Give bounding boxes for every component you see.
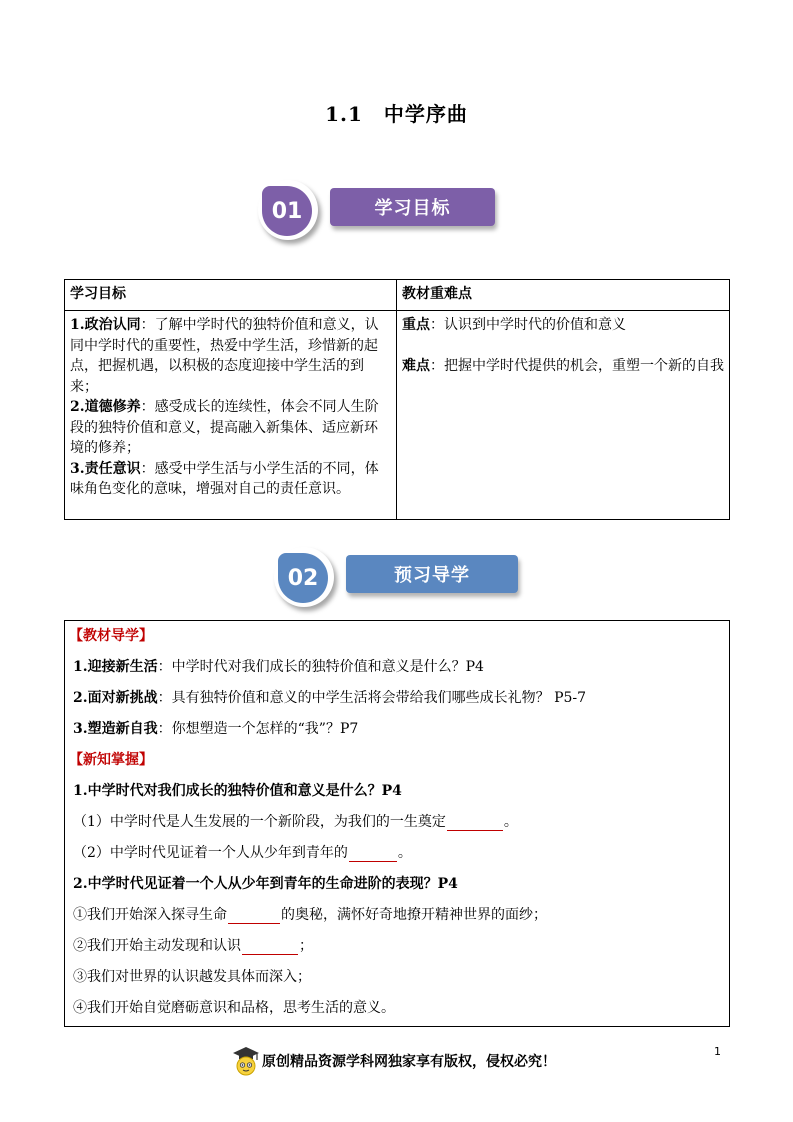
badge-number: 02 bbox=[278, 553, 328, 603]
knowledge-item: ①我们开始深入探寻生命 的奥秘，满怀好奇地撩开精神世界的面纱； bbox=[73, 907, 547, 923]
knowledge-title: 1.中学时代对我们成长的独特价值和意义是什么？P4 bbox=[73, 783, 402, 799]
scholar-mascot-icon bbox=[232, 1045, 260, 1077]
guide-question: 3.塑造新自我：你想塑造一个怎样的“我”？P7 bbox=[73, 721, 359, 737]
guide-question: 1.迎接新生活：中学时代对我们成长的独特价值和意义是什么？P4 bbox=[73, 659, 484, 675]
knowledge-item: ③我们对世界的认识越发具体而深入； bbox=[73, 969, 311, 985]
fill-blank[interactable] bbox=[349, 846, 397, 862]
knowledge-item: ④我们开始自觉磨砺意识和品格，思考生活的意义。 bbox=[73, 1000, 395, 1016]
key-points-cell bbox=[397, 311, 730, 520]
knowledge-title: 2.中学时代见证着一个人从少年到青年的生命进阶的表现？P4 bbox=[73, 876, 458, 892]
badge-circle bbox=[258, 180, 318, 240]
objective-item: 1.政治认同：了解中学时代的独特价值和意义，认同中学时代的重要性，热爱中学生活，珍惜新的起点，把握机遇，以积极的态度迎接中学生活的到来； bbox=[70, 317, 379, 395]
badge-circle bbox=[274, 547, 334, 607]
badge-label: 预习导学 bbox=[346, 555, 518, 593]
badge-number: 01 bbox=[262, 186, 312, 236]
objectives-cell bbox=[65, 311, 397, 520]
difficult-point: 难点：把握中学时代提供的机会，重塑一个新的自我 bbox=[402, 357, 724, 374]
knowledge-item: （2）中学时代见证着一个人从少年到青年的 。 bbox=[73, 845, 412, 861]
knowledge-heading: 【新知掌握】 bbox=[69, 752, 153, 768]
knowledge-item: （1）中学时代是人生发展的一个新阶段，为我们的一生奠定 。 bbox=[73, 814, 518, 830]
guide-heading: 【教材导学】 bbox=[69, 628, 153, 644]
objectives-table bbox=[64, 279, 730, 520]
section-badge-objectives bbox=[258, 180, 498, 242]
page-number: 1 bbox=[714, 1045, 721, 1058]
page-title: 1.1 中学序曲 bbox=[325, 102, 468, 126]
fill-blank[interactable] bbox=[228, 908, 280, 924]
knowledge-item: ②我们开始主动发现和认识 ； bbox=[73, 938, 313, 954]
fill-blank[interactable] bbox=[447, 815, 503, 831]
guide-question: 2.面对新挑战：具有独特价值和意义的中学生活将会带给我们哪些成长礼物？ P5-7 bbox=[73, 690, 587, 706]
badge-label: 学习目标 bbox=[330, 188, 495, 226]
fill-blank[interactable] bbox=[242, 939, 298, 955]
objective-item: 3.责任意识：感受中学生活与小学生活的不同，体味角色变化的意味，增强对自己的责任意识。 bbox=[70, 460, 379, 497]
preview-guide-box bbox=[64, 620, 730, 1027]
key-point: 重点：认识到中学时代的价值和意义 bbox=[402, 317, 626, 333]
section-badge-preview bbox=[274, 547, 524, 609]
table-header-key-points: 教材重难点 bbox=[397, 280, 730, 311]
footer-copyright: 原创精品资源学科网独家享有版权，侵权必究！ bbox=[262, 1054, 556, 1070]
objective-item: 2.道德修养：感受成长的连续性，体会不同人生阶段的独特价值和意义，提高融入新集体、适应新环境的修养； bbox=[70, 399, 379, 456]
table-header-objectives: 学习目标 bbox=[65, 280, 397, 311]
footer bbox=[232, 1043, 556, 1079]
